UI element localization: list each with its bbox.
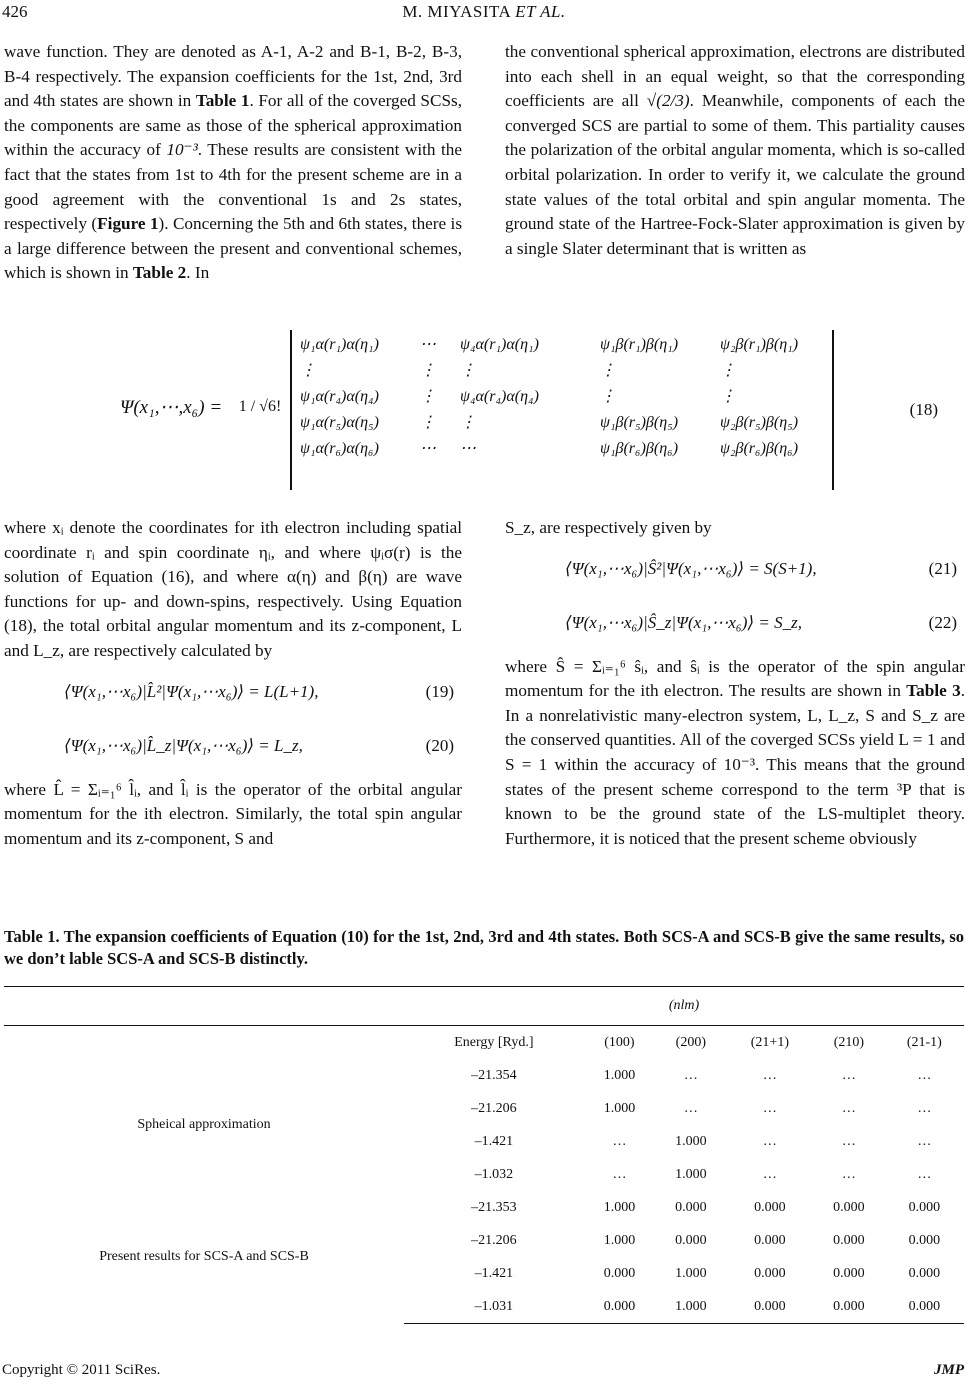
coefficient-value: √(2/3) — [646, 91, 690, 111]
table-column-header-row — [4, 1026, 964, 1060]
coefficient-cell: 1.000 — [675, 1133, 707, 1149]
table-1-caption: Table 1. The expansion coefficients of Equation (10) for the 1st, 2nd, 3rd and 4th states. Both SCS-A and SCS-B give the same results, so we don’t lable SCS-A and SCS-B distinctly. — [4, 927, 964, 968]
coefficient-cell: 1.000 — [603, 1067, 636, 1083]
equation-22 — [505, 601, 965, 649]
table-3-reference[interactable]: Table 3 — [906, 681, 961, 701]
coefficient-cell: … — [917, 1166, 932, 1182]
right-column-bottom — [505, 516, 965, 851]
determinant-cell: ψ₄α(r₁)α(η₁) — [460, 336, 539, 353]
coefficient-cell: … — [683, 1100, 698, 1116]
determinant-cell: ⋮ — [420, 362, 436, 379]
coefficient-cell: 0.000 — [754, 1265, 786, 1281]
determinant-cell: ψ₄α(r₄)α(η₄) — [460, 388, 539, 405]
determinant-cell: ⋮ — [420, 414, 436, 431]
table-1 — [4, 986, 964, 1324]
table-row — [4, 1059, 964, 1092]
equation-20-number: (20) — [425, 735, 454, 755]
left-paragraph: wave function. They are denoted as A-1, A-2 and B-1, B-2, B-3, B-4 respectively. The expansion coefficients for the 1st, 2nd, 3rd and 4th states are shown in Table 1. For all of the coverged SCSs, the components are same as those of the spherical approximation within the accuracy of 10⁻³. These results are consistent with the fact that the states from 1st to 4th for the present scheme are in a good agreement with the conventional 1s and 2s states, respectively (Figure 1). Concerning the 5th and 6th states, there is a large difference between the present and conventional schemes, which is shown in Table 2. In — [4, 42, 463, 283]
left-column-bottom — [4, 516, 462, 851]
coefficient-cell: … — [683, 1067, 698, 1083]
determinant-cell: ⋮ — [460, 414, 476, 431]
equation-22-body: ⟨Ψ(x₁,⋯x₆)|Ŝ_z|Ψ(x₁,⋯x₆)⟩ = S_z, — [565, 612, 802, 632]
coefficient-cell: 0.000 — [584, 1290, 655, 1324]
page-header — [0, 0, 968, 24]
coefficient-cell: … — [762, 1166, 777, 1182]
coefficient-cell: 0.000 — [603, 1265, 636, 1281]
determinant-cell: ⋮ — [600, 362, 616, 379]
page-footer — [2, 1362, 964, 1379]
right-text-2: where Ŝ = Σᵢ₌₁⁶ ŝᵢ, and ŝᵢ is the operator of the spin angular momentum for the ith electron. The results are shown in Table 3. In a nonrelativistic many-electron system, L, L_z, S and S_z are the conserved quantities. All of the coverged SCSs yield L = 1 and S = 1 within the accuracy of 10⁻³. This means that the ground states of the present scheme correspond to the term ³P that is known to be the ground state of the LS-multiplet theory. Furthermore, it is noticed that the present scheme obviously — [505, 656, 965, 848]
determinant-cell: ψ₁α(r₆)α(η₆) — [300, 440, 379, 457]
coefficient-cell: 1.000 — [603, 1199, 636, 1215]
determinant-cell: ⋯ — [420, 440, 436, 457]
column-header: (200) — [675, 1034, 706, 1050]
column-header: Energy [Ryd.] — [454, 1034, 534, 1050]
determinant-cell: ψ₁α(r₄)α(η₄) — [300, 388, 379, 405]
equation-19-number: (19) — [425, 681, 454, 701]
determinant-rows — [300, 332, 830, 462]
coefficient-cell: … — [762, 1133, 777, 1149]
coefficient-cell: … — [841, 1067, 856, 1083]
coefficient-cell: … — [917, 1133, 932, 1149]
running-title-etal: ET AL. — [515, 2, 566, 21]
determinant-prefactor: 1 / √6! — [238, 398, 282, 415]
running-title — [0, 2, 968, 22]
determinant-cell: ⋮ — [720, 362, 736, 379]
coefficient-cell: 0.000 — [833, 1265, 865, 1281]
coefficient-cell: 0.000 — [885, 1290, 964, 1324]
coefficient-cell: … — [841, 1133, 856, 1149]
coefficient-cell: 0.000 — [833, 1232, 865, 1248]
coefficient-cell: 0.000 — [908, 1199, 941, 1215]
column-header: (21-1) — [906, 1034, 942, 1050]
coefficient-cell: … — [762, 1100, 777, 1116]
left-text-2: where L̂ = Σᵢ₌₁⁶ l̂ᵢ, and l̂ᵢ is the operator of the orbital angular momentum for the ith electron. Similarly, the total spin angular momentum and its z-component, S and — [4, 779, 462, 848]
determinant-cell: ψ₁β(r₁)β(η₁) — [600, 336, 679, 353]
figure-1-reference[interactable]: Figure 1 — [97, 214, 159, 234]
determinant-cell: ⋮ — [300, 362, 316, 379]
coefficient-cell: … — [917, 1067, 932, 1083]
energy-cell: –21.354 — [471, 1067, 517, 1083]
table-1-reference[interactable]: Table 1 — [195, 91, 250, 111]
journal-abbrev: JMP — [934, 1362, 964, 1378]
energy-cell: –1.421 — [474, 1265, 514, 1281]
energy-cell: –1.032 — [474, 1166, 514, 1182]
energy-cell: –21.206 — [471, 1232, 517, 1248]
column-header: (21+1) — [750, 1034, 789, 1050]
copyright: Copyright © 2011 SciRes. — [2, 1362, 161, 1378]
equation-19-body: ⟨Ψ(x₁,⋯x₆)|L̂²|Ψ(x₁,⋯x₆)⟩ = L(L+1), — [64, 681, 319, 701]
coefficient-cell: 0.000 — [675, 1232, 707, 1248]
coefficient-cell: … — [917, 1100, 932, 1116]
determinant-cell: ⋯ — [460, 440, 476, 457]
table-2-reference[interactable]: Table 2 — [132, 263, 187, 283]
equation-20-body: ⟨Ψ(x₁,⋯x₆)|L̂_z|Ψ(x₁,⋯x₆)⟩ = L_z, — [64, 735, 303, 755]
coefficient-cell: 0.000 — [727, 1290, 814, 1324]
coefficient-cell: 0.000 — [754, 1232, 786, 1248]
table-row — [4, 1191, 964, 1224]
determinant-cell: ψ₁α(r₅)α(η₅) — [300, 414, 379, 431]
group-label: Spheical approximation — [137, 1117, 271, 1132]
coefficient-cell: … — [762, 1067, 777, 1083]
determinant-cell: ψ₂β(r₁)β(η₁) — [720, 336, 799, 353]
coefficient-cell: 1.000 — [675, 1166, 707, 1182]
determinant-cell: ⋮ — [420, 388, 436, 405]
coefficient-cell: … — [841, 1166, 856, 1182]
right-column-top — [505, 40, 965, 261]
equation-21-number: (21) — [928, 558, 957, 578]
determinant-cell: ψ₂β(r₅)β(η₅) — [720, 414, 799, 431]
coefficient-cell: 0.000 — [908, 1232, 941, 1248]
energy-cell: –21.353 — [471, 1199, 517, 1215]
coefficient-cell: 0.000 — [675, 1199, 707, 1215]
coefficient-cell: 0.000 — [754, 1199, 786, 1215]
column-header: (100) — [604, 1034, 635, 1050]
column-header: (210) — [833, 1034, 865, 1050]
right-text-1: S_z, are respectively given by — [505, 518, 712, 537]
equation-22-number: (22) — [928, 612, 957, 632]
determinant-row — [300, 384, 830, 410]
coefficient-cell: … — [841, 1100, 856, 1116]
left-text-1: where xᵢ denote the coordinates for ith electron including spatial coordinate rᵢ and spin coordinate ηᵢ, and where ψᵢσ(r) is the solution of Equation (16), and where α(η) and β(η) are wave functions for up- and down-spins, respectively. Using Equation (18), the total orbital angular momentum and its z-component, L and L_z, are respectively calculated by — [4, 518, 462, 660]
determinant-cell: ψ₁β(r₅)β(η₅) — [600, 414, 679, 431]
determinant-cell: ⋮ — [720, 388, 736, 405]
equation-20 — [4, 724, 462, 772]
determinant-cell: ⋮ — [460, 362, 476, 379]
nlm-header: (nlm) — [404, 987, 964, 1026]
determinant-left-bar — [290, 330, 292, 490]
coefficient-cell: 1.000 — [655, 1290, 726, 1324]
determinant-row — [300, 410, 830, 436]
determinant-row — [300, 436, 830, 462]
group-label: Present results for SCS-A and SCS-B — [99, 1249, 309, 1265]
determinant-cell: ψ₂β(r₆)β(η₆) — [720, 440, 799, 457]
equation-18-number: (18) — [909, 400, 938, 419]
energy-cell: –1.421 — [474, 1133, 514, 1149]
accuracy-value: 10⁻³ — [166, 140, 198, 160]
left-column-top — [4, 40, 462, 286]
coefficient-cell: … — [612, 1133, 627, 1149]
determinant-row — [300, 332, 830, 358]
coefficient-cell: 1.000 — [675, 1265, 707, 1281]
determinant-cell: ψ₁α(r₁)α(η₁) — [300, 336, 379, 353]
equation-21 — [505, 547, 965, 595]
table-group-header-row — [4, 987, 964, 1026]
coefficient-cell: 0.000 — [908, 1265, 941, 1281]
determinant-lhs: Ψ(x₁,⋯,x₆) = — [120, 397, 223, 418]
coefficient-cell: 1.000 — [603, 1232, 636, 1248]
determinant-right-bar — [832, 330, 834, 490]
page-number: 426 — [2, 2, 28, 21]
coefficient-cell: 1.000 — [603, 1100, 636, 1116]
determinant-cell: ⋯ — [420, 336, 436, 353]
right-paragraph: the conventional spherical approximation, electrons are distributed into each shell in an equal weight, so that the corresponding coefficients are all √(2/3). Meanwhile, components of each the converged SCS are partial to some of them. This partiality causes the polarization of the orbital angular momenta, which is so-called orbital polarization. In order to verify it, we calculate the ground state values of the total orbital and spin angular momenta. The ground state of the Hartree-Fock-Slater approximation is given by a single Slater determinant that is written as — [505, 42, 965, 258]
energy-cell: –21.206 — [471, 1100, 517, 1116]
equation-18-determinant — [120, 336, 880, 492]
energy-cell: –1.031 — [404, 1290, 584, 1324]
equation-19 — [4, 670, 462, 718]
equation-21-body: ⟨Ψ(x₁,⋯x₆)|Ŝ²|Ψ(x₁,⋯x₆)⟩ = S(S+1), — [565, 558, 817, 578]
running-title-authors: M. MIYASITA — [402, 2, 511, 21]
determinant-cell: ψ₁β(r₆)β(η₆) — [600, 440, 679, 457]
coefficient-cell: … — [612, 1166, 627, 1182]
coefficient-cell: 0.000 — [813, 1290, 884, 1324]
determinant-cell: ⋮ — [600, 388, 616, 405]
determinant-row — [300, 358, 830, 384]
coefficient-cell: 0.000 — [833, 1199, 865, 1215]
